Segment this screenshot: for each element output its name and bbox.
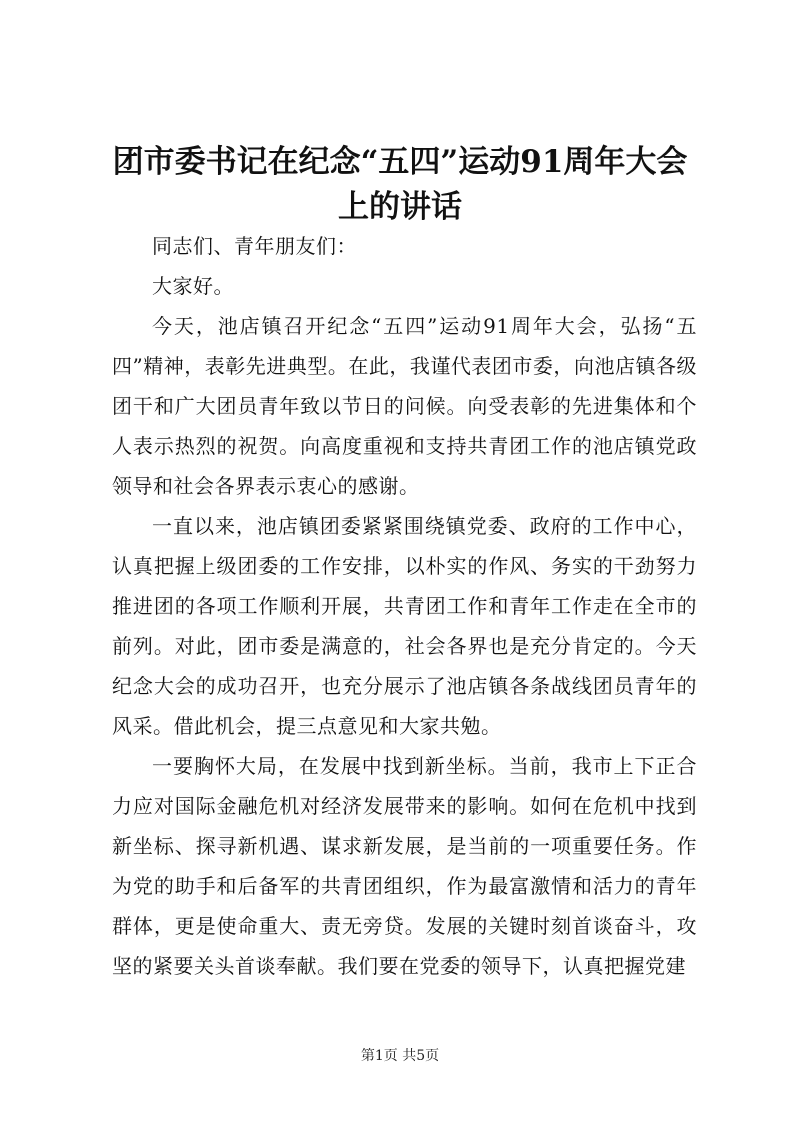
document-body xyxy=(112,226,697,986)
paragraph-review: 一直以来，池店镇团委紧紧围绕镇党委、政府的工作中心，认真把握上级团委的工作安排，以朴实的作风、务实的干劲努力推进团的各项工作顺利开展，共青团工作和青年工作走在全市的前列。对此，团市委是满意的，社会各界也是充分肯定的。今天纪念大会的成功召开，也充分展示了池店镇各条战线团员青年的风采。借此机会，提三点意见和大家共勉。 xyxy=(112,514,697,738)
paragraph-intro: 今天，池店镇召开纪念“五四”运动91周年大会，弘扬“五四”精神，表彰先进典型。在此，我谨代表团市委，向池店镇各级团干和广大团员青年致以节日的问候。向受表彰的先进集体和个人表示热烈的祝贺。向高度重视和支持共青团工作的池店镇党政领导和社会各界表示衷心的感谢。 xyxy=(112,314,697,498)
salutation: 同志们、青年朋友们： xyxy=(152,234,357,258)
greeting: 大家好。 xyxy=(152,274,234,298)
page-number-footer: 第1页 共5页 xyxy=(360,1048,440,1064)
paragraph-point-one: 一要胸怀大局，在发展中找到新坐标。当前，我市上下正合力应对国际金融危机对经济发展带来的影响。如何在危机中找到新坐标、探寻新机遇、谋求新发展，是当前的一项重要任务。作为党的助手和后备军的共青团组织，作为最富激情和活力的青年群体，更是使命重大、责无旁贷。发展的关键时刻首谈奋斗，攻坚的紧要关头首谈奉献。我们要在党委的领导下，认真把握党建 xyxy=(112,754,697,978)
document-title: 团市委书记在纪念“五四”运动91周年大会上的讲话 xyxy=(112,144,688,225)
